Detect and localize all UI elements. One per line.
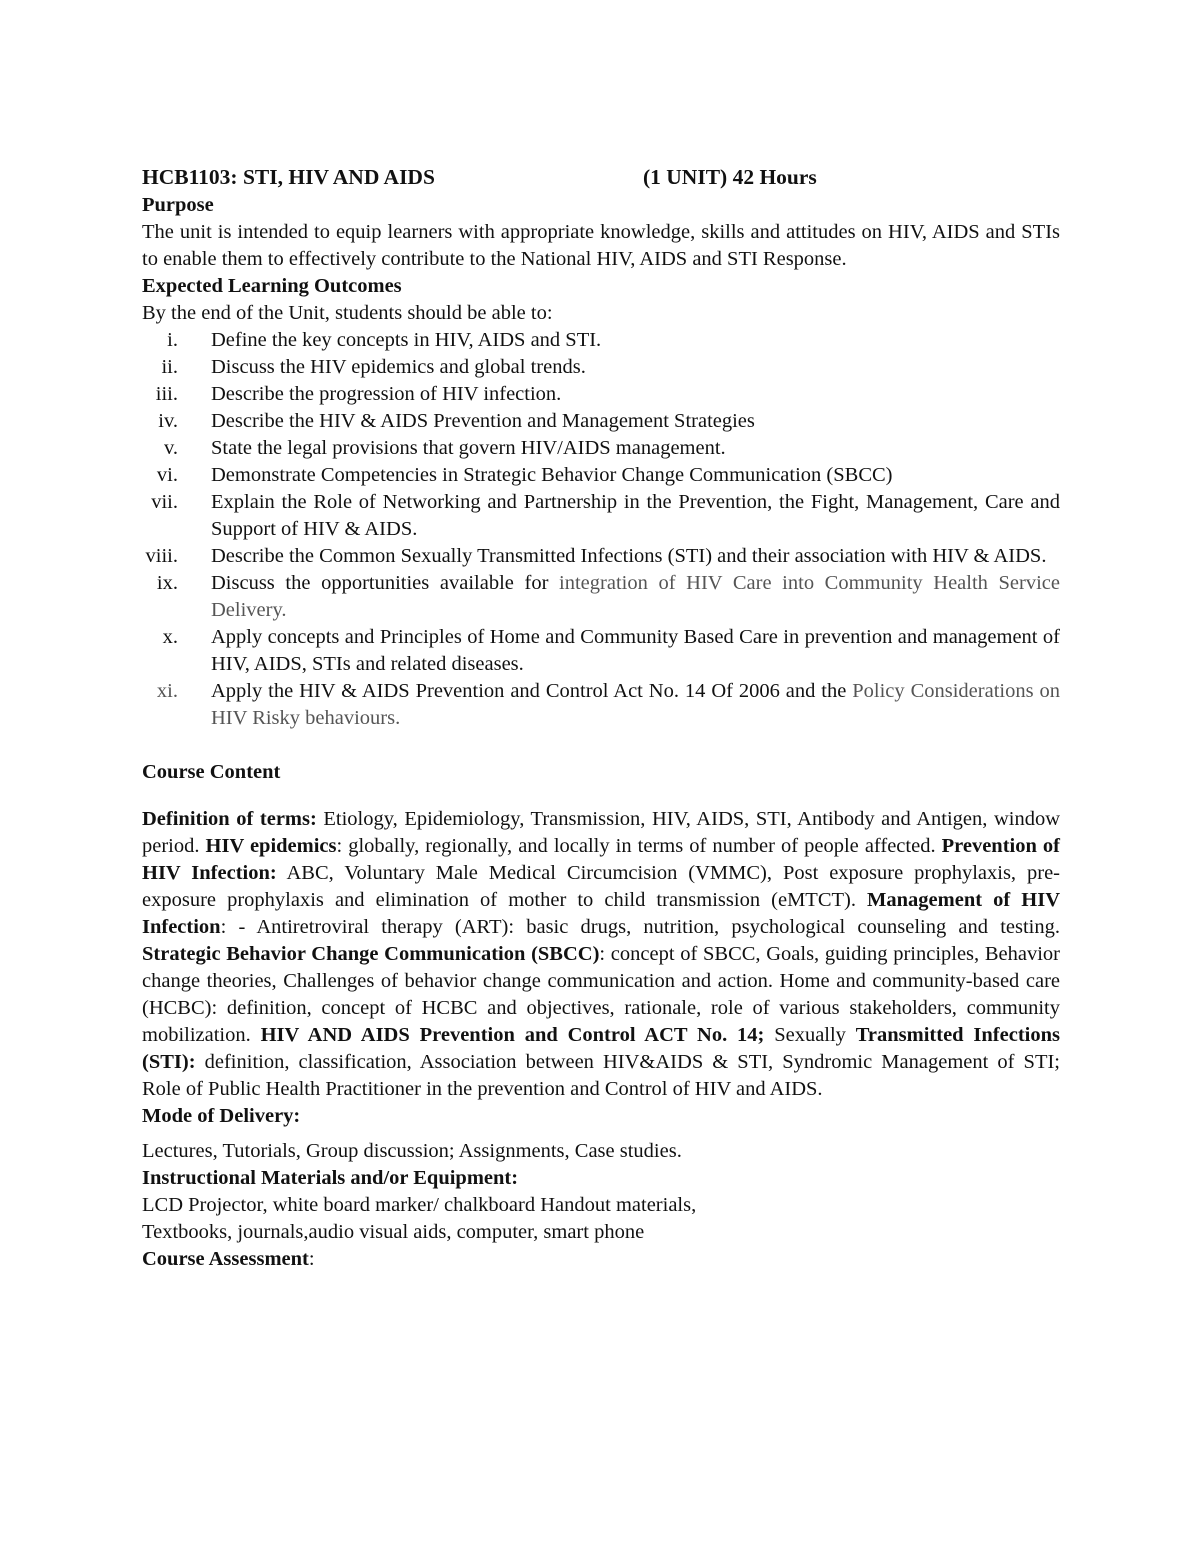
outcomes-heading: Expected Learning Outcomes xyxy=(142,275,402,297)
outcome-item xyxy=(142,462,1060,489)
course-content-heading: Course Content xyxy=(142,761,281,783)
outcome-item xyxy=(142,327,1060,354)
outcome-number: iv. xyxy=(158,410,178,432)
outcome-text-part-grey: Policy Considerations on HIV Risky behaviours. xyxy=(211,680,1060,729)
content-text-run: Etiology, Epidemiology, Transmission, HIV, AIDS, STI, Antibody and Antigen, window period. xyxy=(142,808,1060,857)
outcome-item xyxy=(142,678,1060,732)
content-text-run: : - Antiretroviral therapy (ART): basic drugs, nutrition, psychological counseling and testing. xyxy=(220,916,1060,938)
content-text-run: Sexually xyxy=(764,1024,856,1046)
outcome-text-part-grey: integration of HIV Care into Community Health Service Delivery. xyxy=(211,572,1061,621)
content-term: Strategic Behavior Change Communication (SBCC) xyxy=(142,943,600,965)
course-title-row xyxy=(142,162,1060,192)
materials-heading: Instructional Materials and/or Equipment: xyxy=(142,1167,519,1189)
outcome-text: State the legal provisions that govern HIV/AIDS management. xyxy=(211,437,726,459)
outcome-number: x. xyxy=(162,626,178,648)
course-units-hours: (1 UNIT) 42 Hours xyxy=(643,165,817,189)
content-text-run: : concept of SBCC, Goals, guiding principles, Behavior change theories, Challenges of behavior change communication and action. Home and community-based care (HCBC): definition, concept of HCBC and objectives, rationale, role of various stakeholders, community mobilization. xyxy=(142,943,1060,1046)
outcome-text: Define the key concepts in HIV, AIDS and STI. xyxy=(211,329,602,351)
delivery-heading: Mode of Delivery: xyxy=(142,1105,301,1127)
outcome-item xyxy=(142,624,1060,678)
outcome-number: iii. xyxy=(155,383,178,405)
content-term: HIV AND AIDS Prevention and Control ACT No. 14; xyxy=(260,1024,765,1046)
outcome-item xyxy=(142,408,1060,435)
course-content-text xyxy=(142,806,1060,1103)
content-text-run: ABC, Voluntary Male Medical Circumcision (VMMC), Post exposure prophylaxis, pre-exposure prophylaxis and elimination of mother to child transmission (eMTCT). xyxy=(142,862,1060,911)
outcome-item xyxy=(142,354,1060,381)
outcome-text-part: Apply the HIV & AIDS Prevention and Control Act No. 14 Of 2006 and the xyxy=(211,680,853,702)
content-text-run: : globally, regionally, and locally in terms of number of people affected. xyxy=(336,835,942,857)
outcome-item xyxy=(142,381,1060,408)
materials-line-2: Textbooks, journals,audio visual aids, computer, smart phone xyxy=(142,1221,645,1243)
outcome-number: i. xyxy=(167,329,178,351)
content-term: Transmitted Infections (STI): xyxy=(142,1024,1060,1073)
purpose-heading: Purpose xyxy=(142,194,214,216)
outcome-number: viii. xyxy=(145,545,178,567)
outcome-text: Describe the Common Sexually Transmitted Infections (STI) and their association with HIV & AIDS. xyxy=(211,545,1047,567)
outcome-text: Describe the HIV & AIDS Prevention and Management Strategies xyxy=(211,410,755,432)
outcome-text: Explain the Role of Networking and Partnership in the Prevention, the Fight, Management, Care and Support of HIV & AIDS. xyxy=(211,491,1060,540)
assessment-heading: Course Assessment xyxy=(142,1248,309,1270)
outcome-number: xi. xyxy=(156,680,178,702)
outcomes-list xyxy=(142,327,1060,732)
outcome-text: Discuss the HIV epidemics and global trends. xyxy=(211,356,586,378)
outcome-text: Apply concepts and Principles of Home and Community Based Care in prevention and management of HIV, AIDS, STIs and related diseases. xyxy=(211,626,1060,675)
content-text-run: definition, classification, Association between HIV&AIDS & STI, Syndromic Management of STI; Role of Public Health Practitioner in the prevention and Control of HIV and AIDS. xyxy=(142,1051,1060,1100)
outcome-text: Describe the progression of HIV infection. xyxy=(211,383,562,405)
content-term: Prevention of HIV Infection: xyxy=(142,835,1060,884)
content-term: Definition of terms: xyxy=(142,808,317,830)
spacer xyxy=(142,1130,1060,1138)
outcome-item xyxy=(142,543,1060,570)
content-term: Management of HIV Infection xyxy=(142,889,1060,938)
materials-line-1: LCD Projector, white board marker/ chalkboard Handout materials, xyxy=(142,1194,697,1216)
course-code-title: HCB1103: STI, HIV AND AIDS xyxy=(142,165,435,189)
purpose-text: The unit is intended to equip learners with appropriate knowledge, skills and attitudes on HIV, AIDS and STIs to enable them to effectively contribute to the National HIV, AIDS and STI Response. xyxy=(142,221,1060,270)
spacer xyxy=(142,786,1060,806)
outcome-text xyxy=(211,678,1060,732)
outcome-number: vi. xyxy=(156,464,178,486)
outcome-text: Demonstrate Competencies in Strategic Behavior Change Communication (SBCC) xyxy=(211,464,893,486)
outcomes-intro: By the end of the Unit, students should be able to: xyxy=(142,302,553,324)
assessment-suffix: : xyxy=(308,1248,315,1270)
outcome-text xyxy=(211,570,1060,624)
spacer xyxy=(142,732,1060,759)
outcome-item xyxy=(142,570,1060,624)
outcome-number: ii. xyxy=(161,356,178,378)
content-term: HIV epidemics xyxy=(205,835,337,857)
outcome-number: ix. xyxy=(156,572,178,594)
outcome-text-part: Discuss the opportunities available for xyxy=(211,572,560,594)
outcome-number: v. xyxy=(163,437,178,459)
delivery-text: Lectures, Tutorials, Group discussion; Assignments, Case studies. xyxy=(142,1140,682,1162)
course-outline xyxy=(142,162,1060,1273)
outcome-item xyxy=(142,489,1060,543)
outcome-item xyxy=(142,435,1060,462)
assessment-line xyxy=(142,1246,1060,1273)
outcome-number: vii. xyxy=(151,491,178,513)
